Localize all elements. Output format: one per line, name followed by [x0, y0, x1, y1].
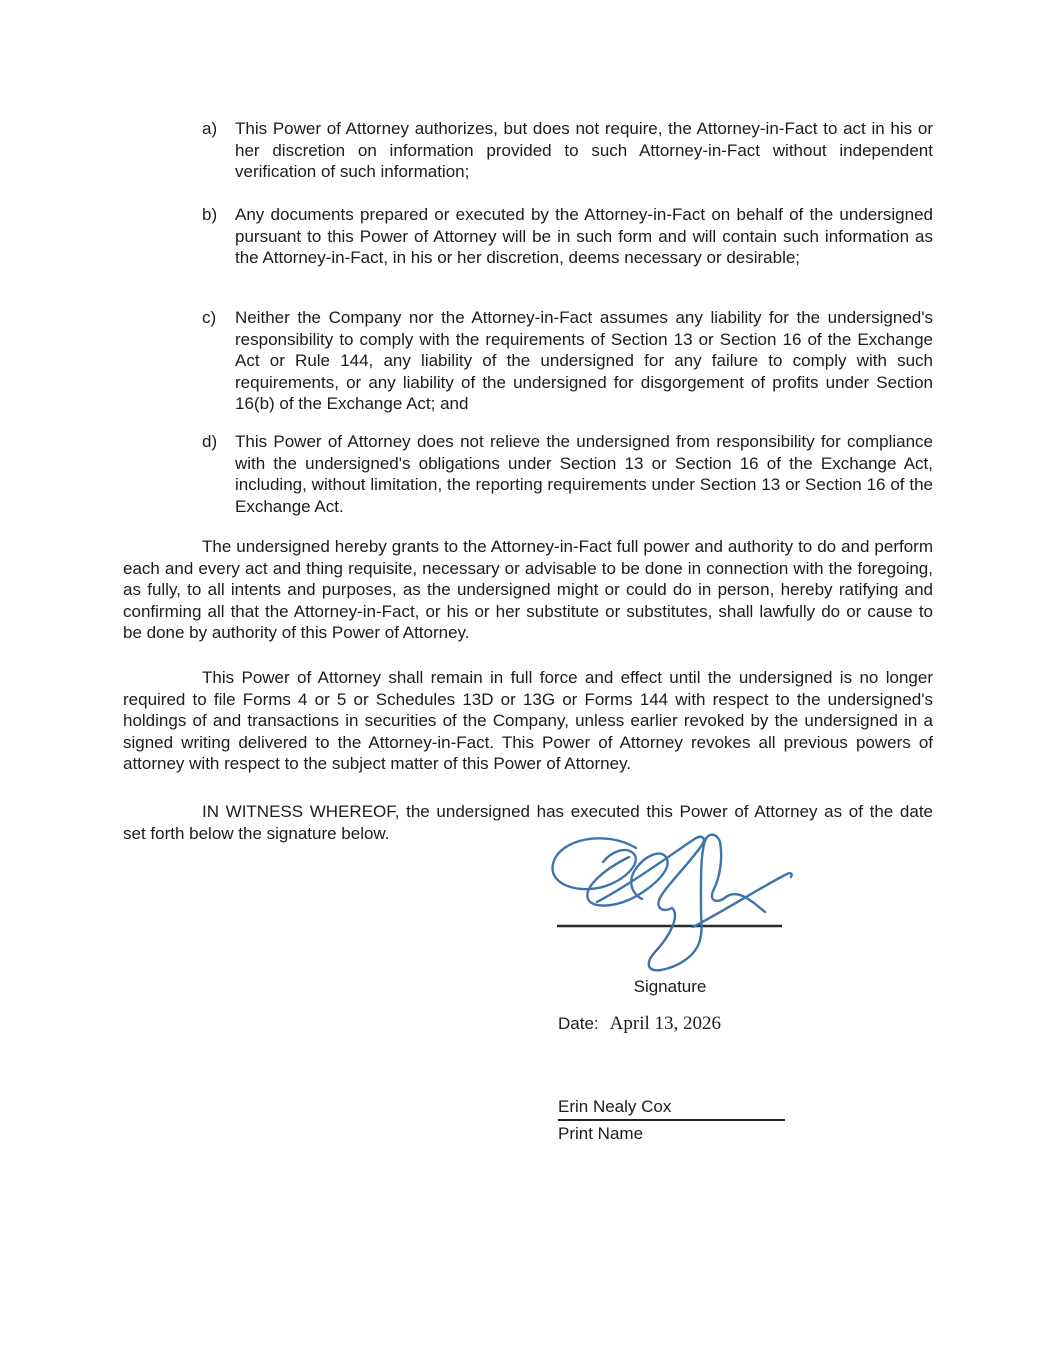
list-item-c	[202, 307, 933, 415]
list-item-b	[202, 204, 933, 269]
print-name-value: Erin Nealy Cox	[558, 1096, 785, 1121]
list-item-marker: c)	[202, 308, 217, 327]
signature-label: Signature	[633, 977, 707, 996]
paragraph-grant-of-power: The undersigned hereby grants to the Attorney-in-Fact full power and authority to do and perform each and every act and thing requisite, necessary or advisable to be done in connection with the foregoing, as fully, to all intents and purposes, as the undersigned might or could do in person, hereby ratifying and confirming all that the Attorney-in-Fact, or his or her substitute or substitutes, shall lawfully do or cause to be done by authority of this Power of Attorney.	[123, 537, 933, 642]
list-item-a	[202, 118, 933, 183]
print-name-label: Print Name	[558, 1124, 644, 1143]
date-label: Date:	[558, 1014, 599, 1033]
signature-area	[545, 828, 795, 980]
list-item-marker: a)	[202, 119, 218, 138]
list-item-text: This Power of Attorney authorizes, but does not require, the Attorney-in-Fact to act in his or her discretion on information provided to such Attorney-in-Fact without independent verification of such information;	[235, 119, 933, 181]
list-item-text: Any documents prepared or executed by the Attorney-in-Fact on behalf of the undersigned pursuant to this Power of Attorney will be in such form and will contain such information as the Attorney-in-Fact, in his or her discretion, deems necessary or desirable;	[235, 205, 933, 267]
list-item-text: Neither the Company nor the Attorney-in-Fact assumes any liability for the undersigned's responsibility to comply with the requirements of Section 13 or Section 16 of the Exchange Act or Rule 144, any liability of the undersigned for any failure to comply with such requirements, or any liability of the undersigned for disgorgement of profits under Section 16(b) of the Exchange Act; and	[235, 308, 933, 413]
paragraph-witness: IN WITNESS WHEREOF, the undersigned has executed this Power of Attorney as of the date set forth below the signature below.	[123, 802, 933, 843]
paragraph-duration: This Power of Attorney shall remain in full force and effect until the undersigned is no longer required to file Forms 4 or 5 or Schedules 13D or 13G or Forms 144 with respect to the undersigned's holdings of and transactions in securities of the Company, unless earlier revoked by the undersigned in a signed writing delivered to the Attorney-in-Fact. This Power of Attorney revokes all previous powers of attorney with respect to the subject matter of this Power of Attorney.	[123, 668, 933, 773]
list-item-marker: d)	[202, 432, 218, 451]
list-item-d	[202, 431, 933, 517]
date-value: April 13, 2026	[609, 1013, 721, 1034]
date-row	[558, 1013, 721, 1035]
list-item-text: This Power of Attorney does not relieve the undersigned from responsibility for compliance with the undersigned's obligations under Section 13 or Section 16 of the Exchange Act, including, without limitation, the reporting requirements under Section 13 or Section 16 of the Exchange Act.	[235, 432, 933, 516]
list-item-marker: b)	[202, 205, 218, 224]
signature-image	[545, 828, 795, 980]
signature-scribble	[553, 835, 792, 971]
